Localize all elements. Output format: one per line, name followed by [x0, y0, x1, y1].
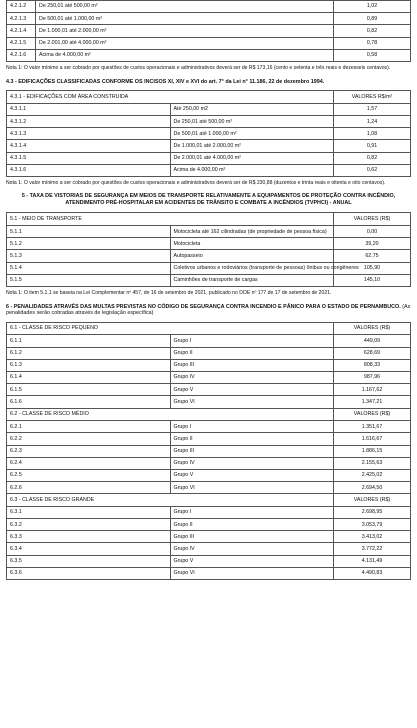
table-6: [6, 322, 411, 580]
group-label: 6.2 - CLASSE DE RISCO MÉDIO: [7, 408, 334, 421]
item-code: 5.1.4: [7, 262, 171, 274]
heading-6: [6, 304, 411, 317]
item-desc: Motocicleta: [170, 238, 334, 250]
item-desc: Grupo VI: [170, 482, 334, 494]
heading-6-title: 6 - PENALIDADES ATRAVÉS DAS MULTAS PREVISTAS NO CÓDIGO DE SEGURANÇA CONTRA INCENDIO E PÂNICO PARA O ESTADO DE PERNAMBUCO.: [6, 303, 401, 310]
item-code: 4.3.1.1: [7, 103, 171, 115]
item-desc: Motocicleta até 162 cilindradas (de propriedade de pessoa física): [170, 226, 334, 238]
item-desc: Grupo V: [170, 469, 334, 481]
document-page: [6, 0, 411, 580]
item-code: 6.2.1: [7, 421, 171, 433]
item-code: 6.1.4: [7, 372, 171, 384]
item-code: 5.1.1: [7, 226, 171, 238]
item-code: 6.1.3: [7, 359, 171, 371]
note-4-3: Nota 1: O valor mínimo a ser cobrado por questões de custos operacionais e administrativos deverá ser de R$ 230,88 (duzentos e trinta reais e oitenta e oito centavos).: [6, 180, 386, 187]
item-code: 5.1.2: [7, 238, 171, 250]
table-row: [7, 25, 411, 37]
table-row: [7, 506, 411, 518]
item-desc: Grupo I: [170, 335, 334, 347]
table-row: [7, 13, 411, 25]
item-desc: Grupo VI: [170, 396, 334, 408]
item-value: 1.347,21: [334, 396, 411, 408]
item-value: 449,09: [334, 335, 411, 347]
item-desc: Coletivos urbanos e rodoviários (transporte de pessoas) ônibus ou congêneres: [170, 262, 334, 274]
table-row: [7, 482, 411, 494]
table-row: [7, 238, 411, 250]
item-value: 0,91: [334, 140, 411, 152]
item-code: 4.3.1.6: [7, 164, 171, 176]
item-value: 39,20: [334, 238, 411, 250]
table-row: [7, 457, 411, 469]
table-row: [7, 519, 411, 531]
item-value: 0,78: [334, 37, 411, 49]
item-code: 4.3.1.2: [7, 116, 171, 128]
item-value: 0,89: [334, 13, 411, 25]
item-desc: Caminhões de transporte de cargas: [170, 274, 334, 286]
item-desc: Grupo III: [170, 531, 334, 543]
item-code: 6.2.5: [7, 469, 171, 481]
item-desc: Autopasseio: [170, 250, 334, 262]
group-label: 6.3 - CLASSE DE RISCO GRANDE: [7, 494, 334, 507]
item-value: 2.698,95: [334, 506, 411, 518]
table-4-2: [6, 0, 411, 62]
item-value: 0,00: [334, 226, 411, 238]
item-desc: De 1.000,01 até 2.000,00 m²: [36, 25, 334, 37]
table-header-row: [7, 322, 411, 335]
item-value: 1.616,67: [334, 433, 411, 445]
item-code: 6.1.6: [7, 396, 171, 408]
heading-4-3: 4.3 - EDIFICAÇÕES CLASSIFICADAS CONFORME OS INCISOS XI, XIV e XVI do art. 7° da Lei n° 11.186, 22 de dezembro 1994.: [6, 78, 325, 85]
item-desc: Grupo IV: [170, 372, 334, 384]
item-desc: Grupo II: [170, 519, 334, 531]
item-code: 6.3.2: [7, 519, 171, 531]
item-code: 6.2.3: [7, 445, 171, 457]
heading-6-sub: (As penalidades serão cobradas através de legislação específica): [6, 303, 411, 317]
group-label: 6.1 - CLASSE DE RISCO PEQUENO: [7, 322, 334, 335]
item-code: 6.3.4: [7, 543, 171, 555]
item-value: 4.131,49: [334, 555, 411, 567]
header-value: VALORES R$/m²: [334, 91, 411, 104]
table-row: [7, 49, 411, 61]
item-code: 5.1.5: [7, 274, 171, 286]
table-row: [7, 433, 411, 445]
table-row: [7, 103, 411, 115]
item-code: 6.3.5: [7, 555, 171, 567]
item-desc: Grupo III: [170, 445, 334, 457]
item-value: 1,57: [334, 103, 411, 115]
item-value: 0,82: [334, 25, 411, 37]
table-row: [7, 445, 411, 457]
item-desc: Grupo I: [170, 506, 334, 518]
heading-5: 5 - TAXA DE VISTORIAS DE SEGURANÇA EM MEIOS DE TRANSPORTE RELATIVAMENTE A EQUIPAMENTOS DE PROTEÇÃO CONTRA INCÊNDIO, ATENDIMENTO PRÉ-HOSPITALAR EM ACIDENTES DE TRÂNSITO E COMBATE A INCÊNDIOS (TVPHCI) - ANUAL: [21, 192, 396, 207]
table-header-row: [7, 494, 411, 507]
item-desc: Grupo V: [170, 384, 334, 396]
item-desc: Acima de 4.000,00 m²: [36, 49, 334, 61]
item-desc: Grupo III: [170, 359, 334, 371]
item-code: 4.2.1.5: [7, 37, 36, 49]
item-value: 2.155,63: [334, 457, 411, 469]
item-desc: De 1.000,01 até 2.000,00 m²: [170, 140, 334, 152]
table-row: [7, 335, 411, 347]
item-code: 6.1.5: [7, 384, 171, 396]
item-value: 2.425,02: [334, 469, 411, 481]
item-value: 1.351,67: [334, 421, 411, 433]
table-header-row: [7, 91, 411, 104]
item-value: 0,82: [334, 152, 411, 164]
table-4-3: [6, 90, 411, 177]
item-code: 6.3.3: [7, 531, 171, 543]
item-code: 4.3.1.5: [7, 152, 171, 164]
item-value: 3.772,22: [334, 543, 411, 555]
item-value: 987,96: [334, 372, 411, 384]
item-value: 1,02: [334, 1, 411, 13]
item-desc: Grupo II: [170, 347, 334, 359]
item-desc: Grupo IV: [170, 543, 334, 555]
item-value: 62,75: [334, 250, 411, 262]
item-value: 0,58: [334, 49, 411, 61]
item-value: 808,33: [334, 359, 411, 371]
item-value: 1,24: [334, 116, 411, 128]
table-row: [7, 421, 411, 433]
item-code: 4.2.1.6: [7, 49, 36, 61]
item-code: 6.3.1: [7, 506, 171, 518]
item-desc: De 250,01 até 500,00 m²: [36, 1, 334, 13]
item-value: 2.694,50: [334, 482, 411, 494]
table-row: [7, 250, 411, 262]
table-row: [7, 37, 411, 49]
table-row: [7, 567, 411, 579]
item-desc: De 2.001,00 até 4.000,00 m²: [36, 37, 334, 49]
table-row: [7, 140, 411, 152]
table-row: [7, 128, 411, 140]
item-code: 4.2.1.2: [7, 1, 36, 13]
note-5: Nota 1: O item 5.1.1 se baseia na Lei Complementar nº 457, de 16 de setembro de 2021, publicado no DOE nº 177 de 17 de setembro de 2021.: [6, 290, 332, 297]
item-desc: De 500,01 até 1.000,00 m²: [36, 13, 334, 25]
table-row: [7, 372, 411, 384]
item-value: 1.886,15: [334, 445, 411, 457]
table-row: [7, 226, 411, 238]
item-value: 1,08: [334, 128, 411, 140]
table-row: [7, 262, 411, 274]
note-4-2: Nota 1: O valor mínimo a ser cobrado por questões de custos operacionais e administrativos deverá ser de R$ 173,16 (cento e setenta e três reais e dezesseis centavos).: [6, 64, 391, 71]
header-label: 4.3.1 - EDIFICAÇÕES COM ÁREA CONSTRUIDA: [7, 91, 334, 104]
table-row: [7, 531, 411, 543]
table-row: [7, 359, 411, 371]
item-value: 3.053,79: [334, 519, 411, 531]
table-row: [7, 384, 411, 396]
item-desc: De 250,01 até 500,00 m²: [170, 116, 334, 128]
item-value: 0,62: [334, 164, 411, 176]
table-header-row: [7, 213, 411, 226]
item-desc: Grupo V: [170, 555, 334, 567]
table-row: [7, 469, 411, 481]
item-desc: De 2.000,01 até 4.000,00 m²: [170, 152, 334, 164]
item-desc: Acima de 4.000,00 m²: [170, 164, 334, 176]
item-code: 4.2.1.3: [7, 13, 36, 25]
table-5-1: [6, 212, 411, 287]
table-row: [7, 396, 411, 408]
item-desc: De 500,01 até 1.000,00 m²: [170, 128, 334, 140]
item-value: 3.413,02: [334, 531, 411, 543]
item-desc: Grupo II: [170, 433, 334, 445]
header-value: VALORES (R$): [334, 213, 411, 226]
table-row: [7, 543, 411, 555]
item-value: 4.490,83: [334, 567, 411, 579]
table-row: [7, 116, 411, 128]
item-value: 628,69: [334, 347, 411, 359]
item-code: 5.1.3: [7, 250, 171, 262]
table-header-row: [7, 408, 411, 421]
item-code: 6.3.6: [7, 567, 171, 579]
item-code: 4.2.1.4: [7, 25, 36, 37]
header-label: 5.1 - MEIO DE TRANSPORTE: [7, 213, 334, 226]
table-row: [7, 152, 411, 164]
item-value: 1.167,62: [334, 384, 411, 396]
item-value: 145,10: [334, 274, 411, 286]
item-value: 105,90: [334, 262, 411, 274]
header-value: VALORES (R$): [334, 408, 411, 421]
header-value: VALORES (R$): [334, 322, 411, 335]
table-row: [7, 164, 411, 176]
item-code: 6.2.2: [7, 433, 171, 445]
table-row: [7, 1, 411, 13]
item-code: 6.1.2: [7, 347, 171, 359]
table-row: [7, 555, 411, 567]
item-code: 4.3.1.3: [7, 128, 171, 140]
item-desc: Grupo IV: [170, 457, 334, 469]
table-row: [7, 274, 411, 286]
item-code: 6.1.1: [7, 335, 171, 347]
table-row: [7, 347, 411, 359]
item-code: 6.2.4: [7, 457, 171, 469]
header-value: VALORES (R$): [334, 494, 411, 507]
item-desc: Grupo VI: [170, 567, 334, 579]
item-desc: Grupo I: [170, 421, 334, 433]
item-code: 4.3.1.4: [7, 140, 171, 152]
item-code: 6.2.6: [7, 482, 171, 494]
item-desc: Até 250,00 m2: [170, 103, 334, 115]
